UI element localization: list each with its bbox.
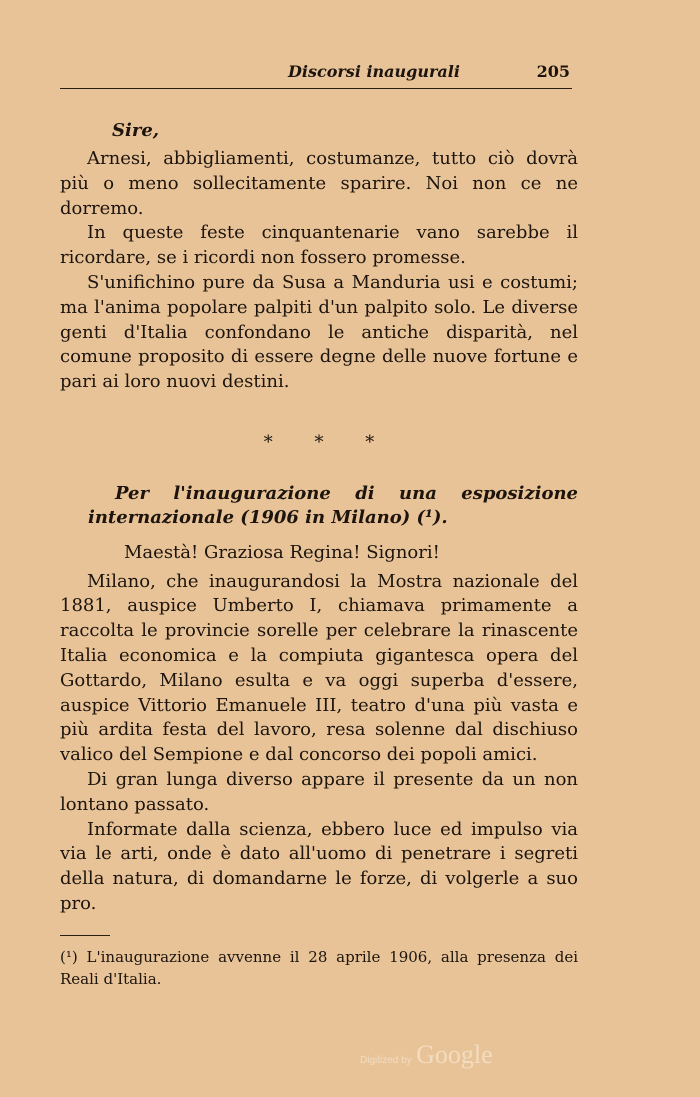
running-header xyxy=(60,60,572,89)
main-text xyxy=(60,120,578,917)
paragraph: Informate dalla scienza, ebbero luce ed impulso via via le arti, onde è dato all'uomo di penetrare i segreti della natura, di domandarne le forze, di volgerle a suo pro. xyxy=(60,818,578,914)
paragraph: In queste feste cinquantenarie vano sarebbe il ricordare, se i ricordi non fossero promesse. xyxy=(60,222,578,269)
footnote: (¹) L'inaugurazione avvenne il 28 aprile 1906, alla presenza dei Reali d'Italia. xyxy=(60,948,578,988)
greeting: Maestà! Graziosa Regina! Signori! xyxy=(124,541,440,563)
footnote-divider xyxy=(60,935,110,936)
paragraph: Di gran lunga diverso appare il presente da un non lontano passato. xyxy=(60,768,578,815)
section-title: Per l'inaugurazione di una esposizione internazionale (1906 in Milano) (¹). xyxy=(88,482,578,528)
paragraph: S'unifichino pure da Susa a Manduria usi e costumi; ma l'anima popolare palpiti d'un palpito solo. Le diverse genti d'Italia confondano le antiche disparità, nel comune proposito di essere degne delle nuove fortune e pari ai loro nuovi destini. xyxy=(60,271,578,393)
section-separator: * * * xyxy=(263,431,393,453)
google-logo: Google xyxy=(416,1040,493,1069)
page-number: 205 xyxy=(536,62,570,81)
paragraph: Milano, che inaugurandosi la Mostra nazionale del 1881, auspice Umberto I, chiamava primamente a raccolta le provincie sorelle per celebrare la rinascente Italia economica e la compiuta gigantesca opera del Gottardo, Milano esulta e va oggi superba d'essere, auspice Vittorio Emanuele III, teatro d'una più vasta e più ardita festa del lavoro, resa solenne dal dischiuso valico del Sempione e dal concorso dei popoli amici. xyxy=(60,570,578,766)
paragraph: Arnesi, abbigliamenti, costumanze, tutto ciò dovrà più o meno sollecitamente sparire. Noi non ce ne dorremo. xyxy=(60,148,578,219)
digitized-watermark xyxy=(360,1040,493,1070)
running-title: Discorsi inaugurali xyxy=(288,62,460,81)
salutation: Sire, xyxy=(112,120,160,141)
watermark-prefix: Digitized by xyxy=(360,1055,412,1066)
